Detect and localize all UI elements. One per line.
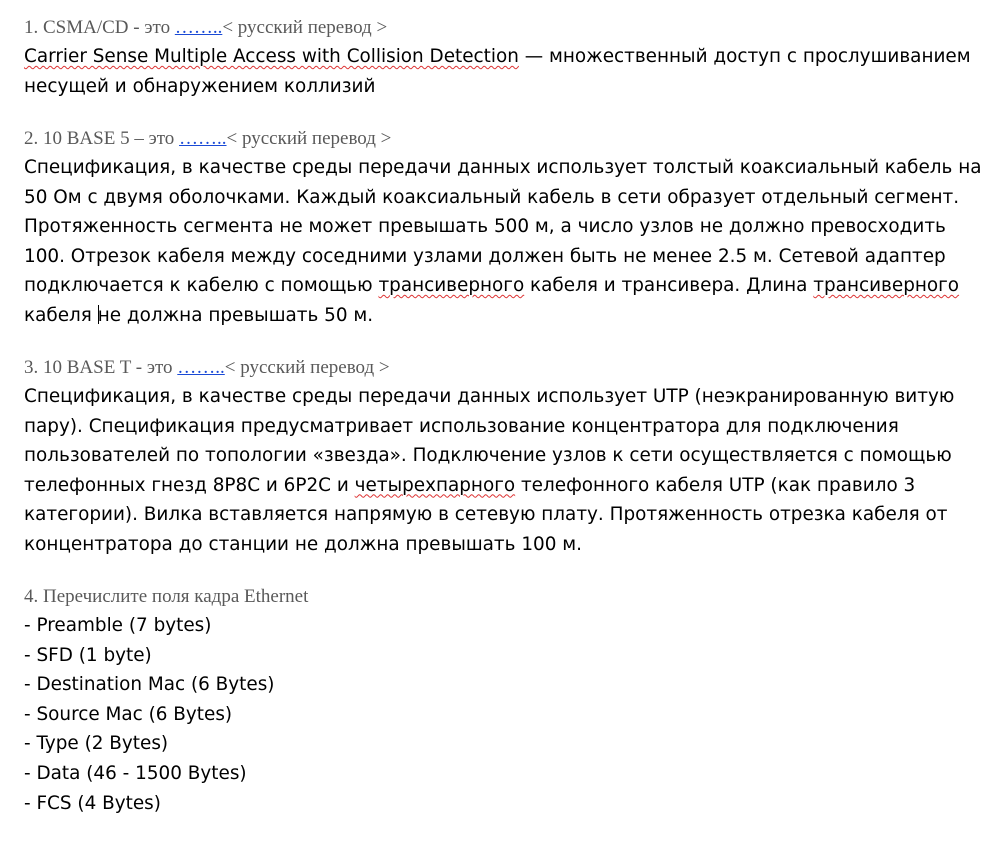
question-2-prefix: 2. 10 BASE 5 – это [24,128,180,149]
question-3-suffix: < русский перевод > [224,357,390,378]
question-1 [24,14,984,42]
answer-3-part-1: Спецификация, в качестве среды передачи данных использует UTP (неэкранированную витую пару). Спецификация предусматривает использование концентратора для подключения пользователей по топологии «звезда». Подключение узлов к сети осуществляется с помощью телефонных гнезд 8P8C и 6P2C и [24,386,955,496]
answer-2-part-1: Спецификация, в качестве среды передачи данных использует толстый коаксиальный кабель на 50 Ом с двумя оболочками. Каждый коаксиальный кабель в сети образует отдельный сегмент. Протяженность сегмента не может превышать 500 м, а число узлов не должно превосходить 100. Отрезок кабеля между соседними узлами должен быть не менее 2.5 м. Сетевой адаптер подключается к кабелю с помощью [24,157,982,296]
question-block-3 [24,354,984,559]
question-2-blank[interactable]: …….. [179,128,227,149]
answer-1[interactable] [24,42,984,101]
list-item[interactable]: - Source Mac (6 Bytes) [24,703,233,725]
question-block-1 [24,14,984,101]
question-1-prefix: 1. CSMA/CD - это [24,17,175,38]
question-2-suffix: < русский перевод > [226,128,392,149]
ethernet-fields-list [24,611,984,818]
answer-1-term: Carrier Sense Multiple Access with Collision Detection [24,46,519,67]
list-item[interactable]: - SFD (1 byte) [24,644,152,666]
answer-2-part-2: кабеля и трансивера. Длина [524,275,814,296]
question-1-suffix: < русский перевод > [222,17,388,38]
answer-2-misspelled-word-2: трансиверного [813,275,960,296]
list-item[interactable]: - Destination Mac (6 Bytes) [24,674,275,696]
answer-3-part-2: телефонного кабеля UTP (как правило 3 категории). Вилка вставляется напрямую в сетевую плату. Протяженность отрезка кабеля от концентратора до станции не должна превышать 100 м. [24,474,948,555]
question-3-blank[interactable]: …….. [177,357,225,378]
question-block-4 [24,583,984,818]
question-3 [24,354,984,382]
question-block-2 [24,125,984,330]
answer-2[interactable] [24,153,984,330]
document-page [24,14,984,842]
answer-2-misspelled-word-1: трансиверного [378,275,525,296]
list-item[interactable]: - Type (2 Bytes) [24,733,169,755]
question-2 [24,125,984,153]
list-item[interactable]: - FCS (4 Bytes) [24,792,161,814]
list-item[interactable]: - Data (46 - 1500 Bytes) [24,762,247,784]
list-item[interactable]: - Preamble (7 bytes) [24,615,212,636]
answer-3[interactable] [24,382,984,559]
answer-1-text: — множественный доступ с прослушиванием несущей и обнаружением коллизий [24,46,971,97]
answer-2-part-3: кабеля [24,304,98,326]
question-3-prefix: 3. 10 BASE T - это [24,357,178,378]
answer-2-part-4: не должна превышать 50 м. [97,304,374,326]
answer-3-misspelled-word-1: четырехпарного [354,474,516,496]
question-4: 4. Перечислите поля кадра Ethernet [24,586,309,607]
question-1-blank[interactable]: …….. [174,17,223,38]
